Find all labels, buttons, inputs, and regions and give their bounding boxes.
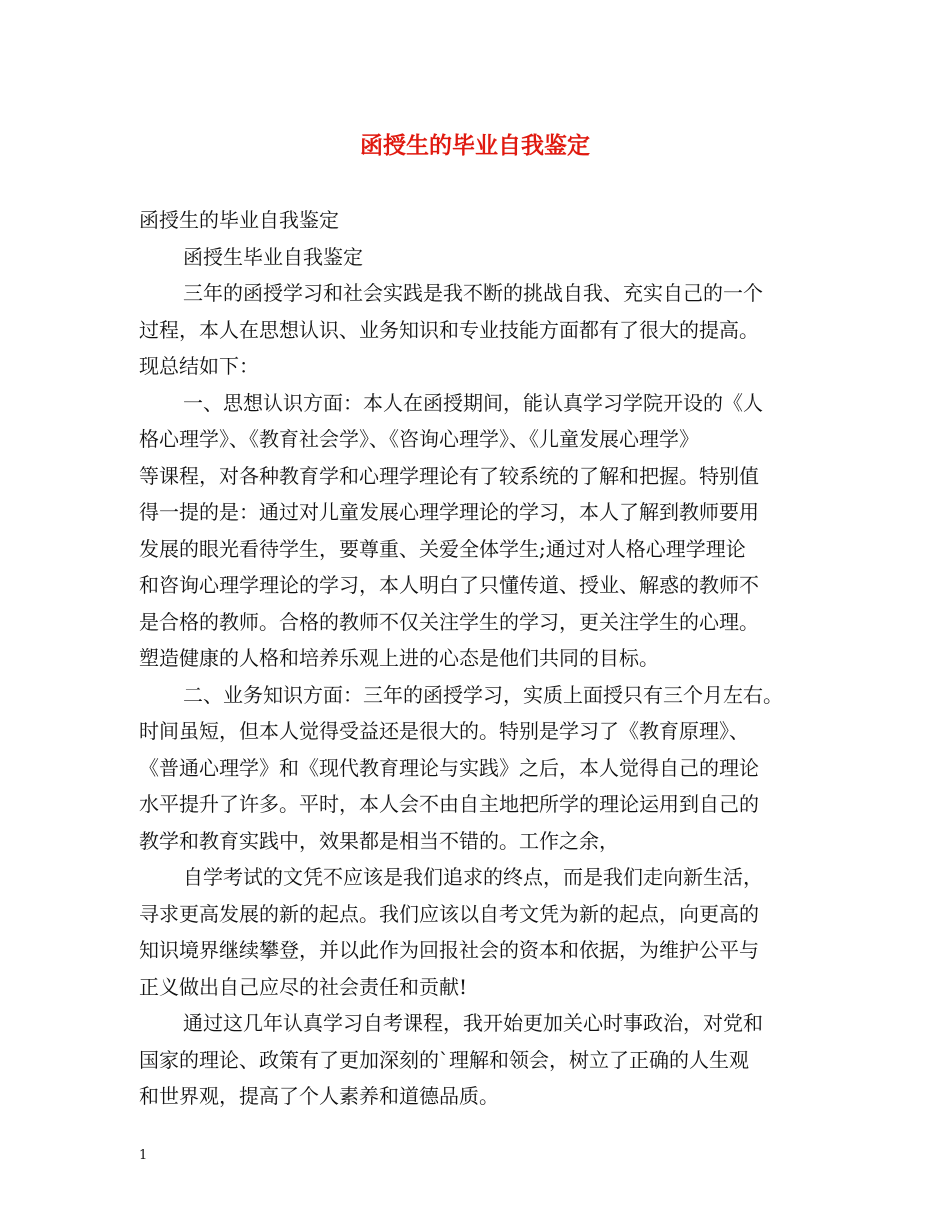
body-line: 等课程，对各种教育学和心理学理论有了较系统的了解和把握。特别值	[139, 463, 759, 488]
body-line: 教学和教育实践中，效果都是相当不错的。工作之余，	[139, 828, 619, 853]
body-line: 一、思想认识方面：本人在函授期间，能认真学习学院开设的《人	[183, 390, 763, 415]
body-line: 发展的眼光看待学生，要尊重、关爱全体学生;通过对人格心理学理论	[139, 536, 746, 561]
body-line: 二、业务知识方面：三年的函授学习，实质上面授只有三个月左右。	[183, 682, 783, 707]
body-line: 得一提的是：通过对儿童发展心理学理论的学习，本人了解到教师要用	[139, 500, 759, 524]
body-line: 水平提升了许多。平时，本人会不由自主地把所学的理论运用到自己的	[139, 792, 759, 816]
body-line: 知识境界继续攀登，并以此作为回报社会的资本和依据，为维护公平与	[139, 938, 759, 962]
body-line: 函授生的毕业自我鉴定	[139, 208, 339, 232]
body-line: 是合格的教师。合格的教师不仅关注学生的学习，更关注学生的心理。	[139, 609, 759, 634]
body-line: 正义做出自己应尽的社会责任和贡献!	[139, 974, 468, 999]
page-number: 1	[139, 1148, 148, 1163]
body-line: 和咨询心理学理论的学习，本人明白了只懂传道、授业、解惑的教师不	[139, 573, 759, 597]
body-line: 函授生毕业自我鉴定	[183, 244, 363, 269]
body-line: 寻求更高发展的新的起点。我们应该以自考文凭为新的起点，向更高的	[139, 901, 759, 926]
body-line: 三年的函授学习和社会实践是我不断的挑战自我、充实自己的一个	[183, 281, 763, 305]
body-line: 塑造健康的人格和培养乐观上进的心态是他们共同的目标。	[139, 646, 659, 670]
body-line: 过程，本人在思想认识、业务知识和专业技能方面都有了很大的提高。	[139, 317, 759, 342]
body-line: 时间虽短，但本人觉得受益还是很大的。特别是学习了《教育原理》、	[139, 719, 749, 743]
document-title: 函授生的毕业自我鉴定	[360, 132, 590, 159]
body-line: 格心理学》、《教育社会学》、《咨询心理学》、《儿童发展心理学》	[139, 427, 699, 451]
body-line: 国家的理论、政策有了更加深刻的`理解和领会，树立了正确的人生观	[139, 1047, 749, 1072]
body-line: 现总结如下：	[139, 354, 259, 378]
body-line: 通过这几年认真学习自考课程，我开始更加关心时事政治，对党和	[183, 1011, 763, 1035]
body-line: 《普通心理学》和《现代教育理论与实践》之后，本人觉得自己的理论	[139, 755, 759, 780]
document-body	[139, 202, 819, 1115]
body-line: 自学考试的文凭不应该是我们追求的终点，而是我们走向新生活，	[183, 865, 763, 889]
body-line: 和世界观，提高了个人素养和道德品质。	[139, 1084, 499, 1108]
